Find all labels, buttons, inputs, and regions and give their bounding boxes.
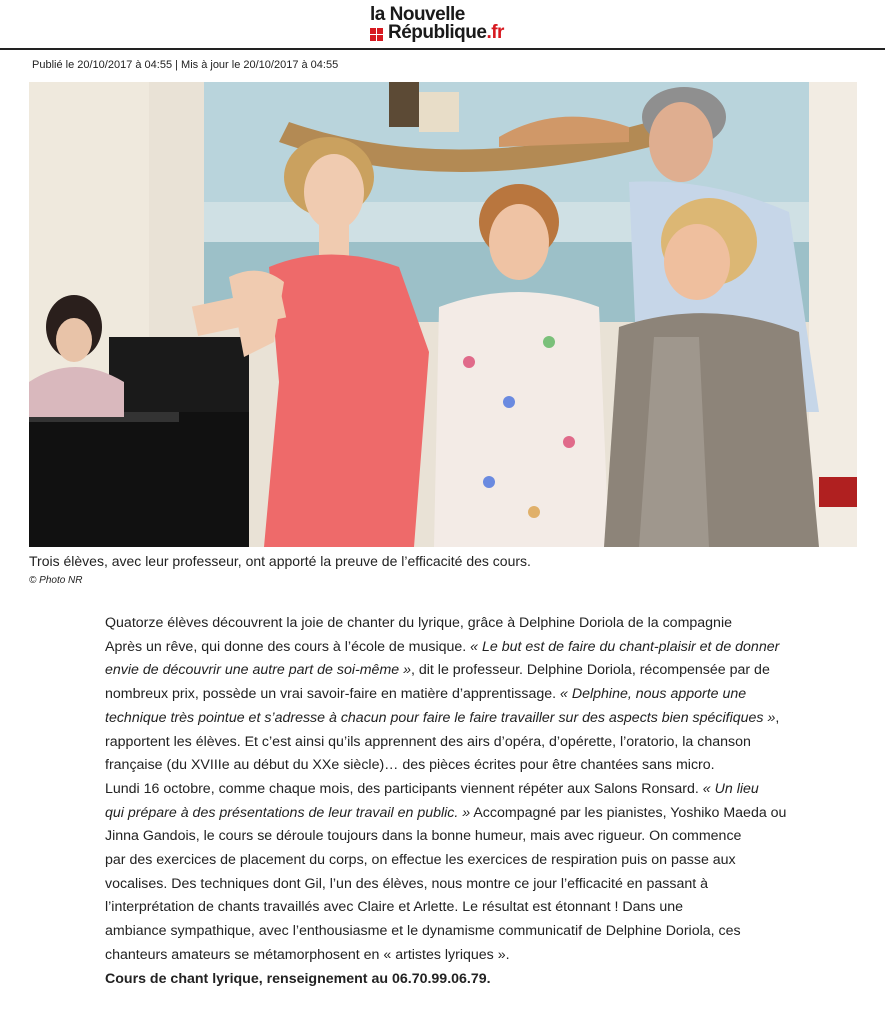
article-quote: qui prépare à des présentations de leur travail en public. » bbox=[105, 804, 471, 821]
logo-mark-icon bbox=[370, 28, 384, 42]
article-line bbox=[105, 659, 795, 683]
article-quote: « Delphine, nous apporte une bbox=[560, 686, 747, 703]
article-line: rapportent les élèves. Et c’est ainsi qu’ils apprennent des airs d’opéra, d’opérette, l’oratorio, la chanson bbox=[105, 733, 751, 750]
article-photo bbox=[29, 82, 857, 547]
article-line bbox=[105, 636, 795, 660]
article-body bbox=[105, 612, 795, 991]
publish-date: Publié le 20/10/2017 à 04:55 | Mis à jour le 20/10/2017 à 04:55 bbox=[32, 59, 339, 71]
article-quote: technique très pointue et s’adresse à chacun pour faire le faire travailler sur des aspects bien spécifiques » bbox=[105, 709, 776, 726]
logo-line-2 bbox=[388, 22, 504, 44]
article-text: Lundi 16 octobre, comme chaque mois, des participants viennent répéter aux Salons Ronsard. bbox=[105, 780, 703, 797]
photo-illustration bbox=[29, 82, 857, 547]
article-text: Accompagné par les pianistes, Yoshiko Maeda ou bbox=[470, 804, 787, 821]
site-logo[interactable] bbox=[368, 4, 518, 46]
article-text: , dit le professeur. Delphine Doriola, récompensée par de bbox=[411, 662, 770, 679]
article-line: l’interprétation de chants travaillés avec Claire et Arlette. Le résultat est étonnant ! Dans une bbox=[105, 899, 684, 916]
photo-caption: Trois élèves, avec leur professeur, ont apporté la preuve de l’efficacité des cours. bbox=[29, 553, 531, 569]
article-line: Jinna Gandois, le cours se déroule toujours dans la bonne humeur, mais avec rigueur. On commence bbox=[105, 828, 742, 845]
article-line bbox=[105, 683, 795, 707]
article-quote: « Le but est de faire du chant-plaisir et de donner bbox=[470, 638, 780, 655]
article-line: par des exercices de placement du corps, on effectue les exercices de respiration puis on passe aux bbox=[105, 852, 736, 869]
logo-line-1: la Nouvelle bbox=[370, 4, 465, 25]
logo-name: République bbox=[388, 22, 487, 43]
article-line bbox=[105, 802, 795, 826]
contact-line: Cours de chant lyrique, renseignement au 06.70.99.06.79. bbox=[105, 970, 491, 987]
article-quote: « Un lieu bbox=[702, 780, 759, 797]
article-line: ambiance sympathique, avec l’enthousiasme et le dynamisme communicatif de Delphine Doriola, ces bbox=[105, 923, 741, 940]
article-line: vocalises. Des techniques dont Gil, l’un des élèves, nous montre ce jour l’efficacité en passant à bbox=[105, 875, 709, 892]
article-line bbox=[105, 778, 795, 802]
photo-credit: © Photo NR bbox=[29, 575, 83, 586]
article-quote: envie de découvrir une autre part de soi-même » bbox=[105, 662, 411, 679]
article-line: Quatorze élèves découvrent la joie de chanter du lyrique, grâce à Delphine Doriola de la compagnie bbox=[105, 615, 732, 631]
article-line: française (du XVIIIe au début du XXe siècle)… des pièces écrites pour être chantées sans micro. bbox=[105, 757, 715, 774]
article-line: chanteurs amateurs se métamorphosent en « artistes lyriques ». bbox=[105, 946, 510, 963]
site-header bbox=[0, 0, 885, 50]
article-text: Après un rêve, qui donne des cours à l’école de musique. bbox=[105, 638, 471, 655]
article-text: nombreux prix, possède un vrai savoir-faire en matière d’apprentissage. bbox=[105, 686, 561, 703]
article-text: , bbox=[775, 709, 780, 726]
logo-tld: .fr bbox=[486, 22, 504, 43]
article-line bbox=[105, 707, 795, 731]
